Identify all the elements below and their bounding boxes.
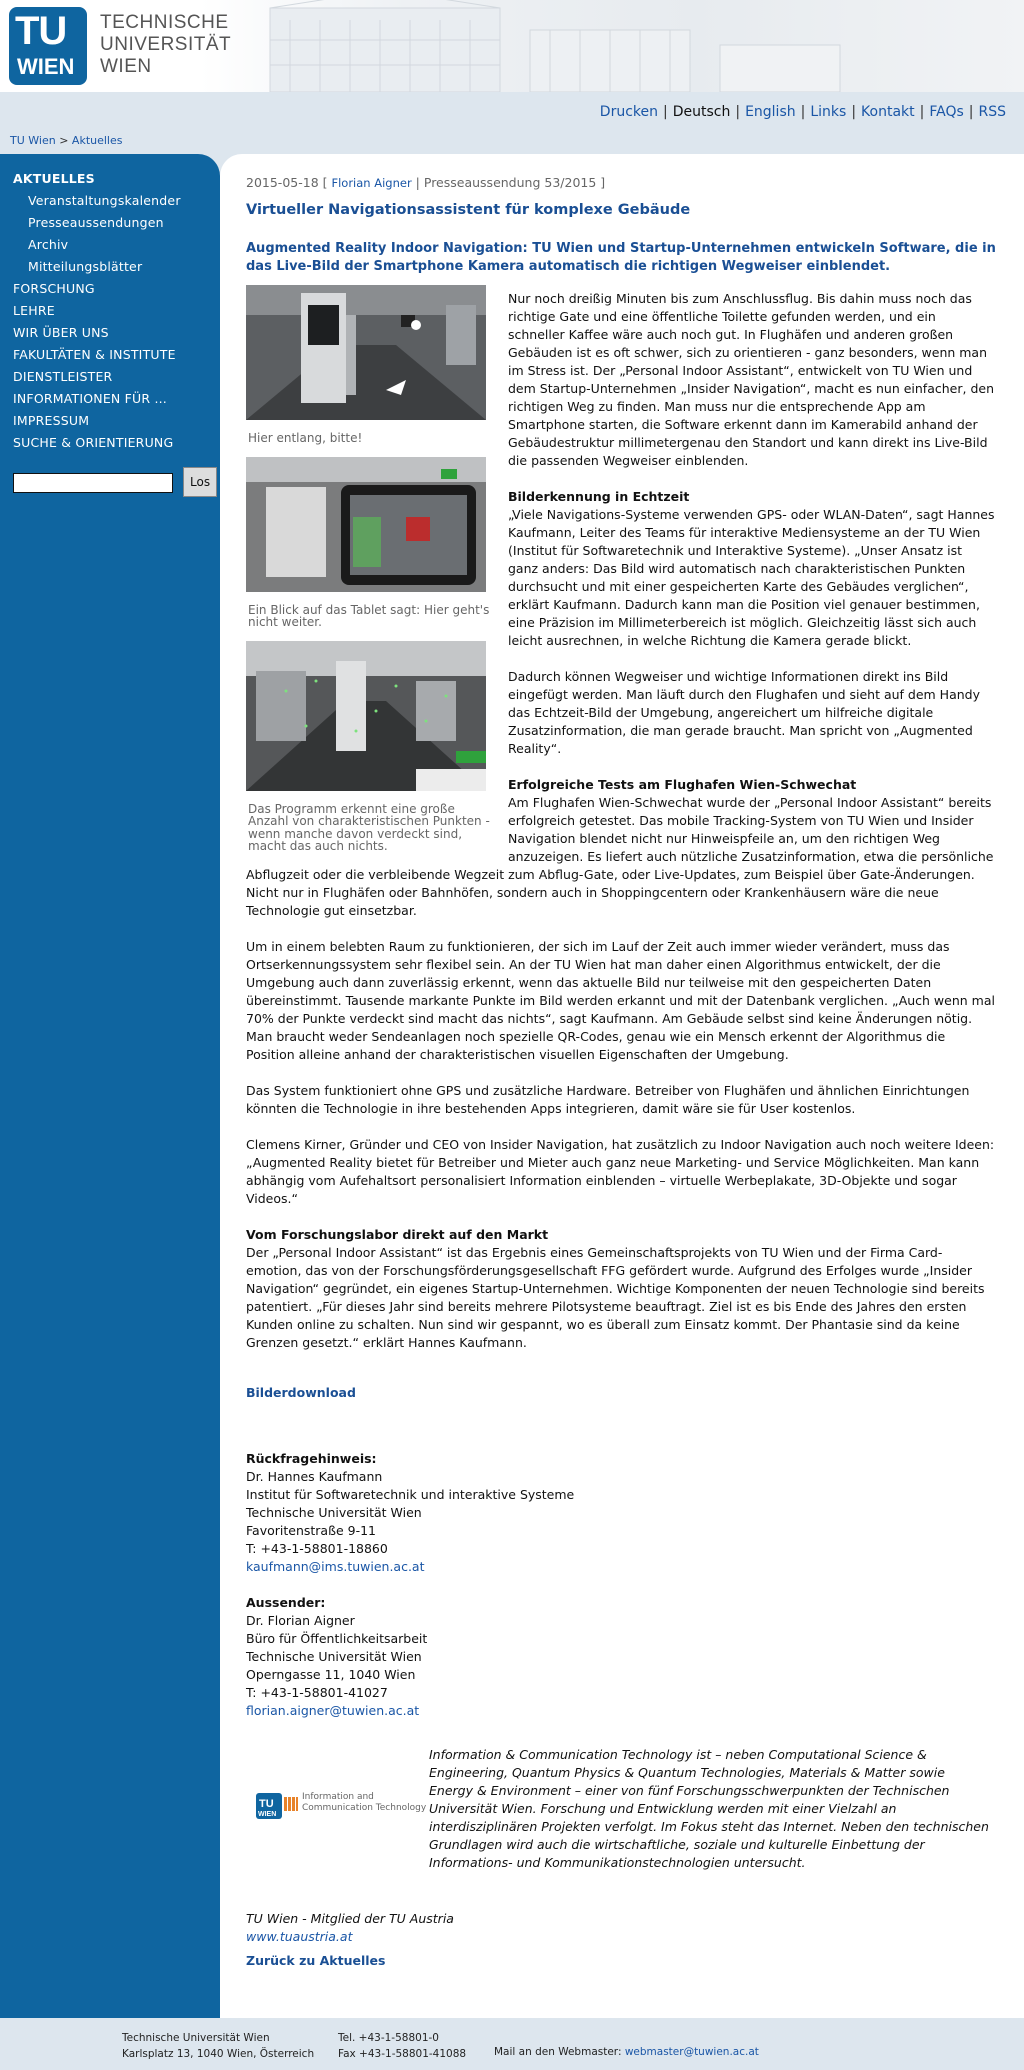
footer-webmaster-email[interactable]: webmaster@tuwien.ac.at [624,2046,759,2058]
logo-line2: UNIVERSITÄT [100,34,232,55]
nav-links[interactable]: Links [810,104,847,120]
sidebar-item-wir-ueber-uns[interactable]: WIR ÜBER UNS [13,325,109,340]
footer-mail-label: Mail an den Webmaster: [494,2046,622,2058]
search-button[interactable]: Los [183,467,217,497]
contact-inquiry-email[interactable]: kaufmann@ims.tuwien.ac.at [246,1559,425,1574]
ict-logo [256,1791,427,1821]
paragraph-4: Am Flughafen Wien-Schwechat wurde der „Personal Indoor Assistant“ bereits erfolgreich getestet. Das mobile Tracking-System von TU Wien und Insider Navigation blendet nicht nur Hinweispfeile an, um den richtigen Weg anzuzeigen. Es liefert auch nützliche Zusatzinformation, etwa die persönliche Abflugzeit oder die verbleibende Wegzeit zum Abflug-Gate, oder Live-Updates, zum Beispiel über Gate-Änderungen. Nicht nur in Flughäfen oder Bahnhöfen, sondern auch in Shoppingcentern oder Krankenhäusern wäre die neue Technologie gut einsetzbar. [246,795,994,918]
figure-2-caption: Ein Blick auf das Tablet sagt: Hier geht's nicht weiter. [248,602,490,629]
figure-1-image[interactable] [246,285,486,420]
sidebar-item-aktuelles[interactable]: AKTUELLES [13,171,95,186]
contact-sender-uni: Technische Universität Wien [246,1649,422,1664]
svg-text:TU: TU [259,1798,274,1810]
contact-inquiry [246,1450,996,1576]
contact-sender [246,1594,996,1720]
logo-wien: WIEN [17,54,75,79]
author-link[interactable]: Florian Aigner [331,176,412,190]
paragraph-6: Das System funktioniert ohne GPS und zusätzliche Hardware. Betreiber von Flughäfen und ähnlichen Einrichtungen könnten die Technologie in ihre bestehenden Apps integrieren, damit wäre sie für User kostenlos. [246,1083,970,1116]
contact-sender-heading: Aussender: [246,1595,326,1610]
nav-faqs[interactable]: FAQs [929,104,964,120]
subheading-markt: Vom Forschungslabor direkt auf den Markt [246,1227,549,1242]
sidebar-item-dienstleister[interactable]: DIENSTLEISTER [13,369,113,384]
subheading-tests: Erfolgreiche Tests am Flughafen Wien-Schwechat [508,777,857,792]
tu-austria-link[interactable]: www.tuaustria.at [246,1929,353,1944]
article-meta: 2015-05-18 [ Florian Aigner | Presseaussendung 53/2015 ] [246,175,606,190]
ict-logo-text-2: Communication Technology [302,1803,427,1813]
footer-name: Technische Universität Wien [122,2032,270,2044]
footer-address: Karlsplatz 13, 1040 Wien, Österreich [122,2048,315,2060]
main-content [220,154,1024,2018]
figure-3-image[interactable] [246,641,486,791]
logo-line3: WIEN [100,56,152,77]
contact-sender-street: Operngasse 11, 1040 Wien [246,1667,416,1682]
ict-bars-icon [284,1797,298,1811]
nav-rss[interactable]: RSS [978,104,1006,120]
nav-kontakt[interactable]: Kontakt [861,104,915,120]
breadcrumb-home[interactable]: TU Wien [10,134,56,147]
contact-inquiry-uni: Technische Universität Wien [246,1505,422,1520]
sidebar-item-archiv[interactable]: Archiv [28,237,69,252]
sidebar-item-informationen[interactable]: INFORMATIONEN FÜR ... [13,391,167,406]
contact-sender-email[interactable]: florian.aigner@tuwien.ac.at [246,1703,420,1718]
sidebar-item-forschung[interactable]: FORSCHUNG [13,281,95,296]
bilderdownload-link[interactable]: Bilderdownload [246,1385,356,1400]
nav-deutsch: Deutsch [672,104,731,120]
paragraph-8: Der „Personal Indoor Assistant“ ist das Ergebnis eines Gemeinschaftsprojekts von TU Wien und der Firma Card-emotion, das von der Forschungsförderungsgesellschaft FFG gefördert wurde. Aufgrund des Erfolges wurde „Insider Navigation“ gegründet, ein eigenes Startup-Unternehmen. Wichtige Komponenten der neuen Technologie sind bereits patentiert. „Für dieses Jahr sind bereits mehrere Pilotsysteme beauftragt. Ziel ist es bis Ende des Jahres den ersten Kunden online zu schalten. Nun sind wir gespannt, wo es überall zum Einsatz kommt. Der Phantasie sind da keine Grenzen gesetzt.“ erklärt Hannes Kaufmann. [246,1245,985,1350]
figure-column [246,285,492,865]
contact-inquiry-institute: Institut für Softwaretechnik und interaktive Systeme [246,1487,575,1502]
sidebar-item-suche[interactable]: SUCHE & ORIENTIERUNG [13,435,174,450]
contact-inquiry-heading: Rückfragehinweis: [246,1451,377,1466]
contact-sender-name: Dr. Florian Aigner [246,1613,355,1628]
logo-line1: TECHNISCHE [100,12,229,33]
contact-inquiry-street: Favoritenstraße 9-11 [246,1523,376,1538]
sidebar-item-mitteilungsblaetter[interactable]: Mitteilungsblätter [28,259,143,274]
contact-inquiry-name: Dr. Hannes Kaufmann [246,1469,383,1484]
ict-logo-text-1: Information and [302,1792,374,1802]
footer-tel: Tel. +43-1-58801-0 [338,2032,439,2044]
figure-1-caption: Hier entlang, bitte! [248,431,363,445]
sidebar-item-veranstaltungskalender[interactable]: Veranstaltungskalender [28,193,181,208]
svg-text:WIEN: WIEN [258,1811,277,1818]
article-title: Virtueller Navigationsassistent für komplexe Gebäude [246,202,691,218]
sidebar-item-presseaussendungen[interactable]: Presseaussendungen [28,215,164,230]
paragraph-7: Clemens Kirner, Gründer und CEO von Insider Navigation, hat zusätzlich zu Indoor Navigation auch noch weitere Ideen: „Augmented Reality bietet für Betreiber und Mieter auch ganz neue Marketing- und Service Möglichkeiten. Man kann abhängig vom Aufehaltsort personalisiert Information einblenden – virtuelle Werbeplakate, 3D-Objekte und sogar Videos.“ [246,1137,995,1206]
nav-drucken[interactable]: Drucken [599,104,658,120]
footer [0,2018,1024,2070]
paragraph-5: Um in einem belebten Raum zu funktionieren, der sich im Lauf der Zeit auch immer wieder verändert, muss das Ortserkennungssystem sehr flexibel sein. An der TU Wien hat man daher einen Algorithmus entwickelt, der die Umgebung auch dann zuverlässig erkennt, wenn das aktuelle Bild nur teilweise mit den gespeicherten Daten übereinstimmt. Tausende markante Punkte im Bild werden erkannt und mit der Datenbank verglichen. „Auch wenn mal 70% der Punkte verdeckt sind macht das nichts“, sagt Kaufmann. Am Gebäude selbst sind keine Änderungen nötig. Man braucht weder Sendeanlagen noch spezielle QR-Codes, genau wie ein Mensch erkennt der Algorithmus die Position alleine anhand der charakteristischen visuellen Eigenschaften der Umgebung. [246,939,995,1062]
figure-2-image[interactable] [246,457,486,592]
sidebar-item-fakultaeten[interactable]: FAKULTÄTEN & INSTITUTE [13,347,176,362]
header [0,0,1024,92]
nav-english[interactable]: English [745,104,796,120]
paragraph-2: „Viele Navigations-Systeme verwenden GPS- oder WLAN-Daten“, sagt Hannes Kaufmann, Leiter des Teams für interaktive Mediensysteme an der TU Wien (Institut für Softwaretechnik und Interaktive Systeme). „Unser Ansatz ist ganz anders: Das Bild wird automatisch nach charakteristischen Punkten durchsucht und mit einer gespeicherten Karte des Gebäudes verglichen“, erklärt Kaufmann. Dadurch kann man die Position viel genauer bestimmen, eine Präzision im Millimeterbereich ist möglich. Gleichzeitig lässt sich auch leicht ausrechnen, in welche Richtung die Kamera gerade blickt. [508,507,995,648]
figure-3-caption: Das Programm erkennt eine große Anzahl von charakteristischen Punkten - wenn manche davon verdeckt sind, macht das auch nichts. [248,801,490,853]
ict-tu-icon [256,1793,284,1819]
press-number: Presseaussendung 53/2015 [423,175,597,190]
sidebar-item-lehre[interactable]: LEHRE [13,303,55,318]
search-input[interactable] [13,473,173,493]
tu-wien-logo[interactable] [9,7,87,85]
breadcrumb [10,134,122,147]
back-to-aktuelles-link[interactable]: Zurück zu Aktuelles [246,1953,386,1968]
subheading-bilderkennung: Bilderkennung in Echtzeit [508,489,690,504]
logo-tu: TU [15,9,67,53]
sidebar-item-impressum[interactable]: IMPRESSUM [13,413,90,428]
paragraph-1: Nur noch dreißig Minuten bis zum Anschlussflug. Bis dahin muss noch das richtige Gate und eine öffentliche Toilette gefunden werden, und ein schneller Kaffee wäre auch noch gut. In Flughäfen und anderen großen Gebäuden ist es oft schwer, sich zu orientieren - ganz besonders, wenn man im Stress ist. Der „Personal Indoor Assistant“, entwickelt von TU Wien und dem Startup-Unternehmen „Insider Navigation“, macht es nun einfacher, den richtigen Weg zu finden. Man muss nur die entsprechende App am Smartphone starten, die Software erkennt dann im Kamerabild anhand der Gebäudestruktur millimetergenau den Standort und kann direkt ins Live-Bild die passenden Wegweiser einblenden. [508,291,994,468]
breadcrumb-separator: > [59,134,69,147]
article-date: 2015-05-18 [246,175,319,190]
logo-wordmark [100,12,231,78]
paragraph-3: Dadurch können Wegweiser und wichtige Informationen direkt ins Bild eingefügt werden. Man läuft durch den Flughafen und sieht auf dem Handy das Echtzeit-Bild der Umgebung, angereichert um hilfreiche digitale Zusatzinformation, die man gerade braucht. Man spricht von „Augmented Reality“. [508,669,980,756]
sidebar [0,154,220,2018]
footer-fax: Fax +43-1-58801-41088 [338,2048,467,2060]
breadcrumb-current[interactable]: Aktuelles [71,134,123,147]
contact-sender-dept: Büro für Öffentlichkeitsarbeit [246,1631,428,1646]
contact-inquiry-phone: T: +43-1-58801-18860 [246,1541,388,1556]
ict-description: Information & Communication Technology ist – neben Computational Science & Engineering, Quantum Physics & Quantum Technologies, Materials & Matter sowie Energy & Environment – einer von fünf Forschungsschwerpunkten der Technischen Universität Wien. Forschung und Entwicklung werden mit einer Vielzahl an interdisziplinären Projekten verfolgt. Im Fokus steht das Internet. Neben den technischen Grundlagen wird auch die wirtschaftliche, soziale und kulturelle Einbettung der Informations- und Kommunikationstechnologien untersucht. [429,1747,989,1870]
article-lead: Augmented Reality Indoor Navigation: TU Wien und Startup-Unternehmen entwickeln Software, die in das Live-Bild der Smartphone Kamera automatisch die richtigen Wegweiser einblendet. [246,241,996,274]
tu-austria-note: TU Wien - Mitglied der TU Austria [246,1911,454,1926]
building-banner-image [200,0,1024,92]
top-navigation: Drucken | Deutsch | English | Links | Kontakt | FAQs | RSS [0,92,1024,130]
contact-sender-phone: T: +43-1-58801-41027 [246,1685,388,1700]
ict-info-box [246,1746,996,1882]
